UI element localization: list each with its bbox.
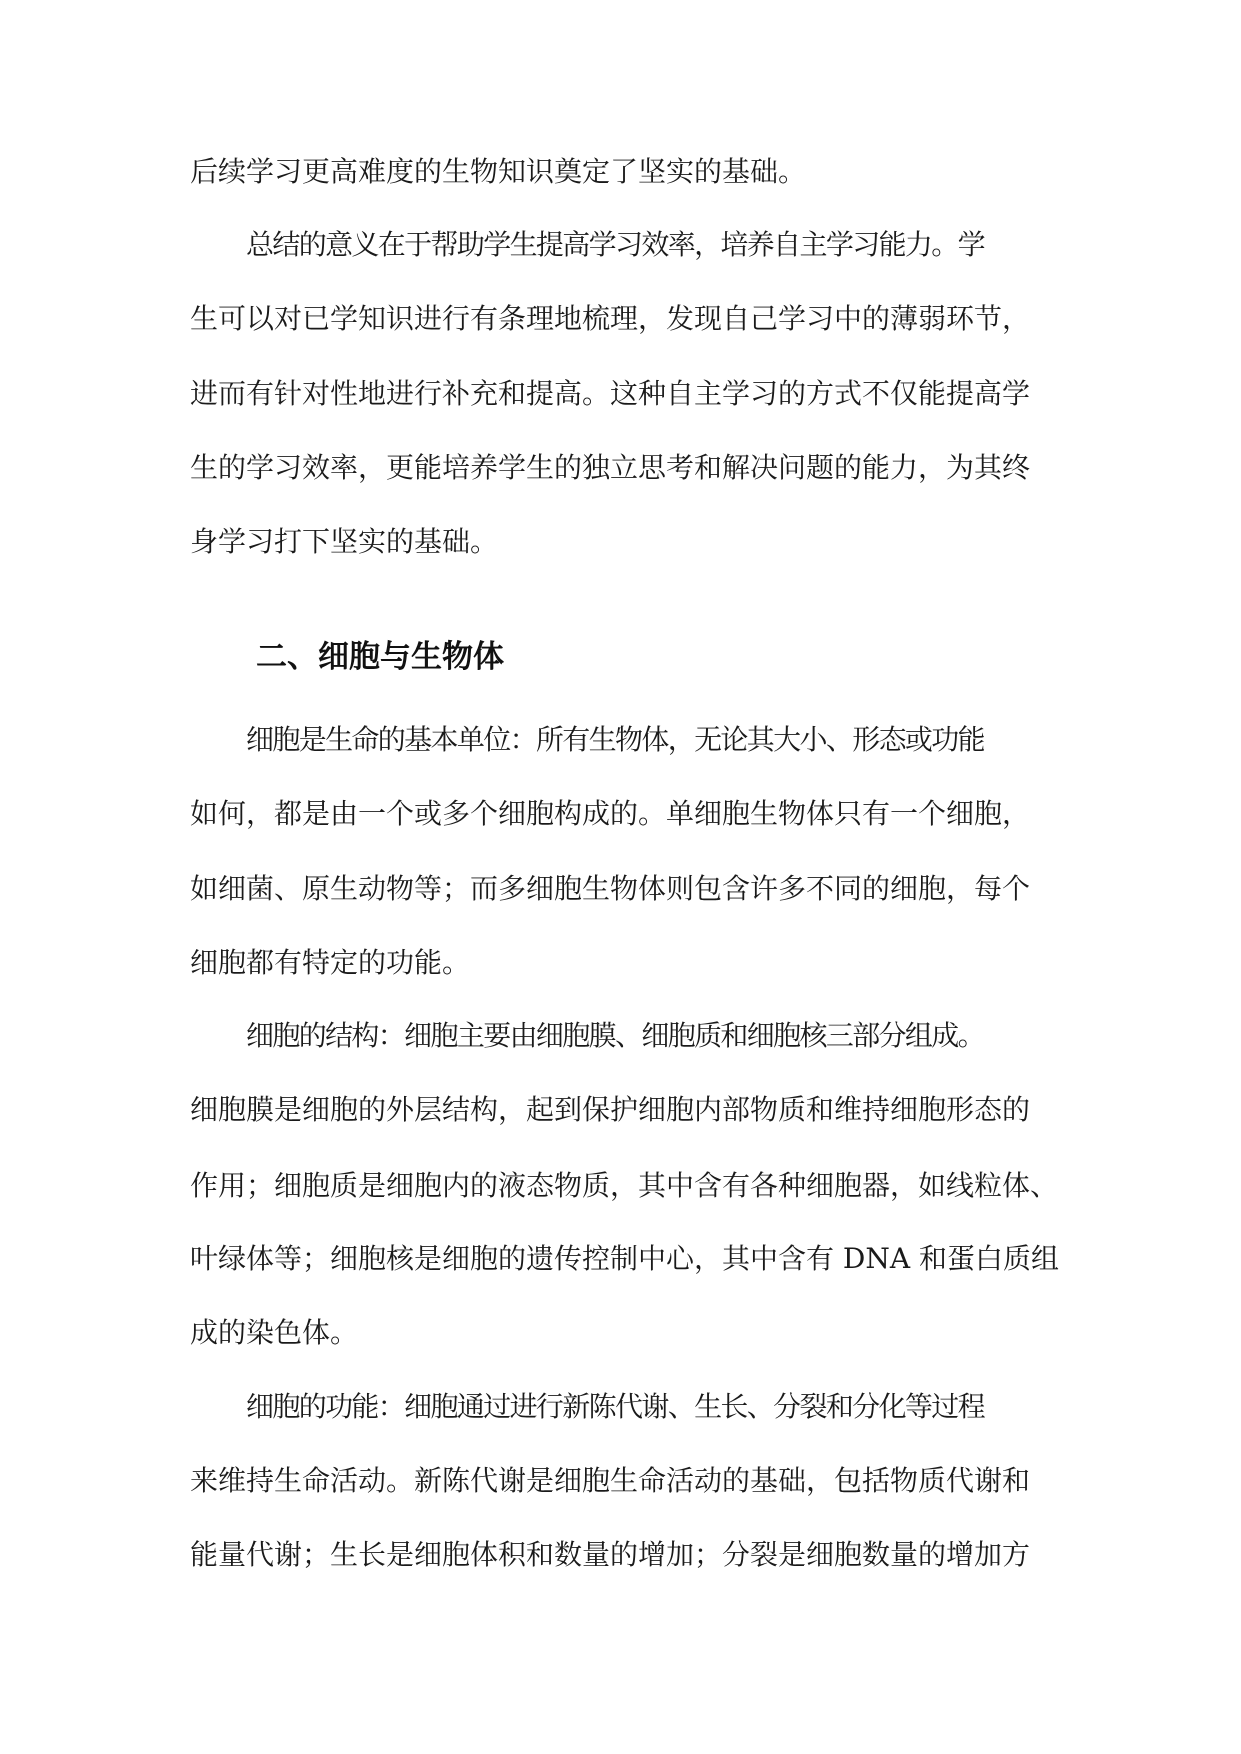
paragraph-4-line-2: 细胞膜是细胞的外层结构，起到保护细胞内部物质和维持细胞形态的	[190, 1093, 1031, 1126]
paragraph-2-line-4: 生的学习效率，更能培养学生的独立思考和解决问题的能力，为其终	[190, 451, 1031, 484]
paragraph-5-line-2: 来维持生命活动。新陈代谢是细胞生命活动的基础，包括物质代谢和	[190, 1464, 1031, 1497]
paragraph-5-line-3: 能量代谢；生长是细胞体积和数量的增加；分裂是细胞数量的增加方	[190, 1538, 1031, 1571]
paragraph-3-line-3: 如细菌、原生动物等；而多细胞生物体则包含许多不同的细胞，每个	[190, 872, 1031, 905]
paragraph-3-line-2: 如何，都是由一个或多个细胞构成的。单细胞生物体只有一个细胞，	[190, 797, 1031, 830]
section-heading: 二、细胞与生物体	[256, 639, 504, 675]
paragraph-3-line-1: 细胞是生命的基本单位：所有生物体，无论其大小、形态或功能	[246, 723, 985, 756]
paragraph-1-line-1: 后续学习更高难度的生物知识奠定了坚实的基础。	[190, 155, 807, 188]
paragraph-2-line-5: 身学习打下坚实的基础。	[190, 525, 499, 558]
paragraph-4-line-4: 叶绿体等；细胞核是细胞的遗传控制中心，其中含有 DNA 和蛋白质组	[190, 1242, 1059, 1275]
paragraph-4-line-1: 细胞的结构：细胞主要由细胞膜、细胞质和细胞核三部分组成。	[246, 1019, 985, 1052]
paragraph-4-line-5: 成的染色体。	[190, 1316, 359, 1349]
paragraph-5-line-1: 细胞的功能：细胞通过进行新陈代谢、生长、分裂和分化等过程	[246, 1390, 985, 1423]
paragraph-2-line-3: 进而有针对性地进行补充和提高。这种自主学习的方式不仅能提高学	[190, 377, 1031, 410]
paragraph-2-line-1: 总结的意义在于帮助学生提高学习效率，培养自主学习能力。学	[246, 228, 985, 261]
paragraph-3-line-4: 细胞都有特定的功能。	[190, 946, 471, 979]
paragraph-4-line-3: 作用；细胞质是细胞内的液态物质，其中含有各种细胞器，如线粒体、	[190, 1169, 1059, 1202]
paragraph-2-line-2: 生可以对已学知识进行有条理地梳理，发现自己学习中的薄弱环节，	[190, 302, 1031, 335]
